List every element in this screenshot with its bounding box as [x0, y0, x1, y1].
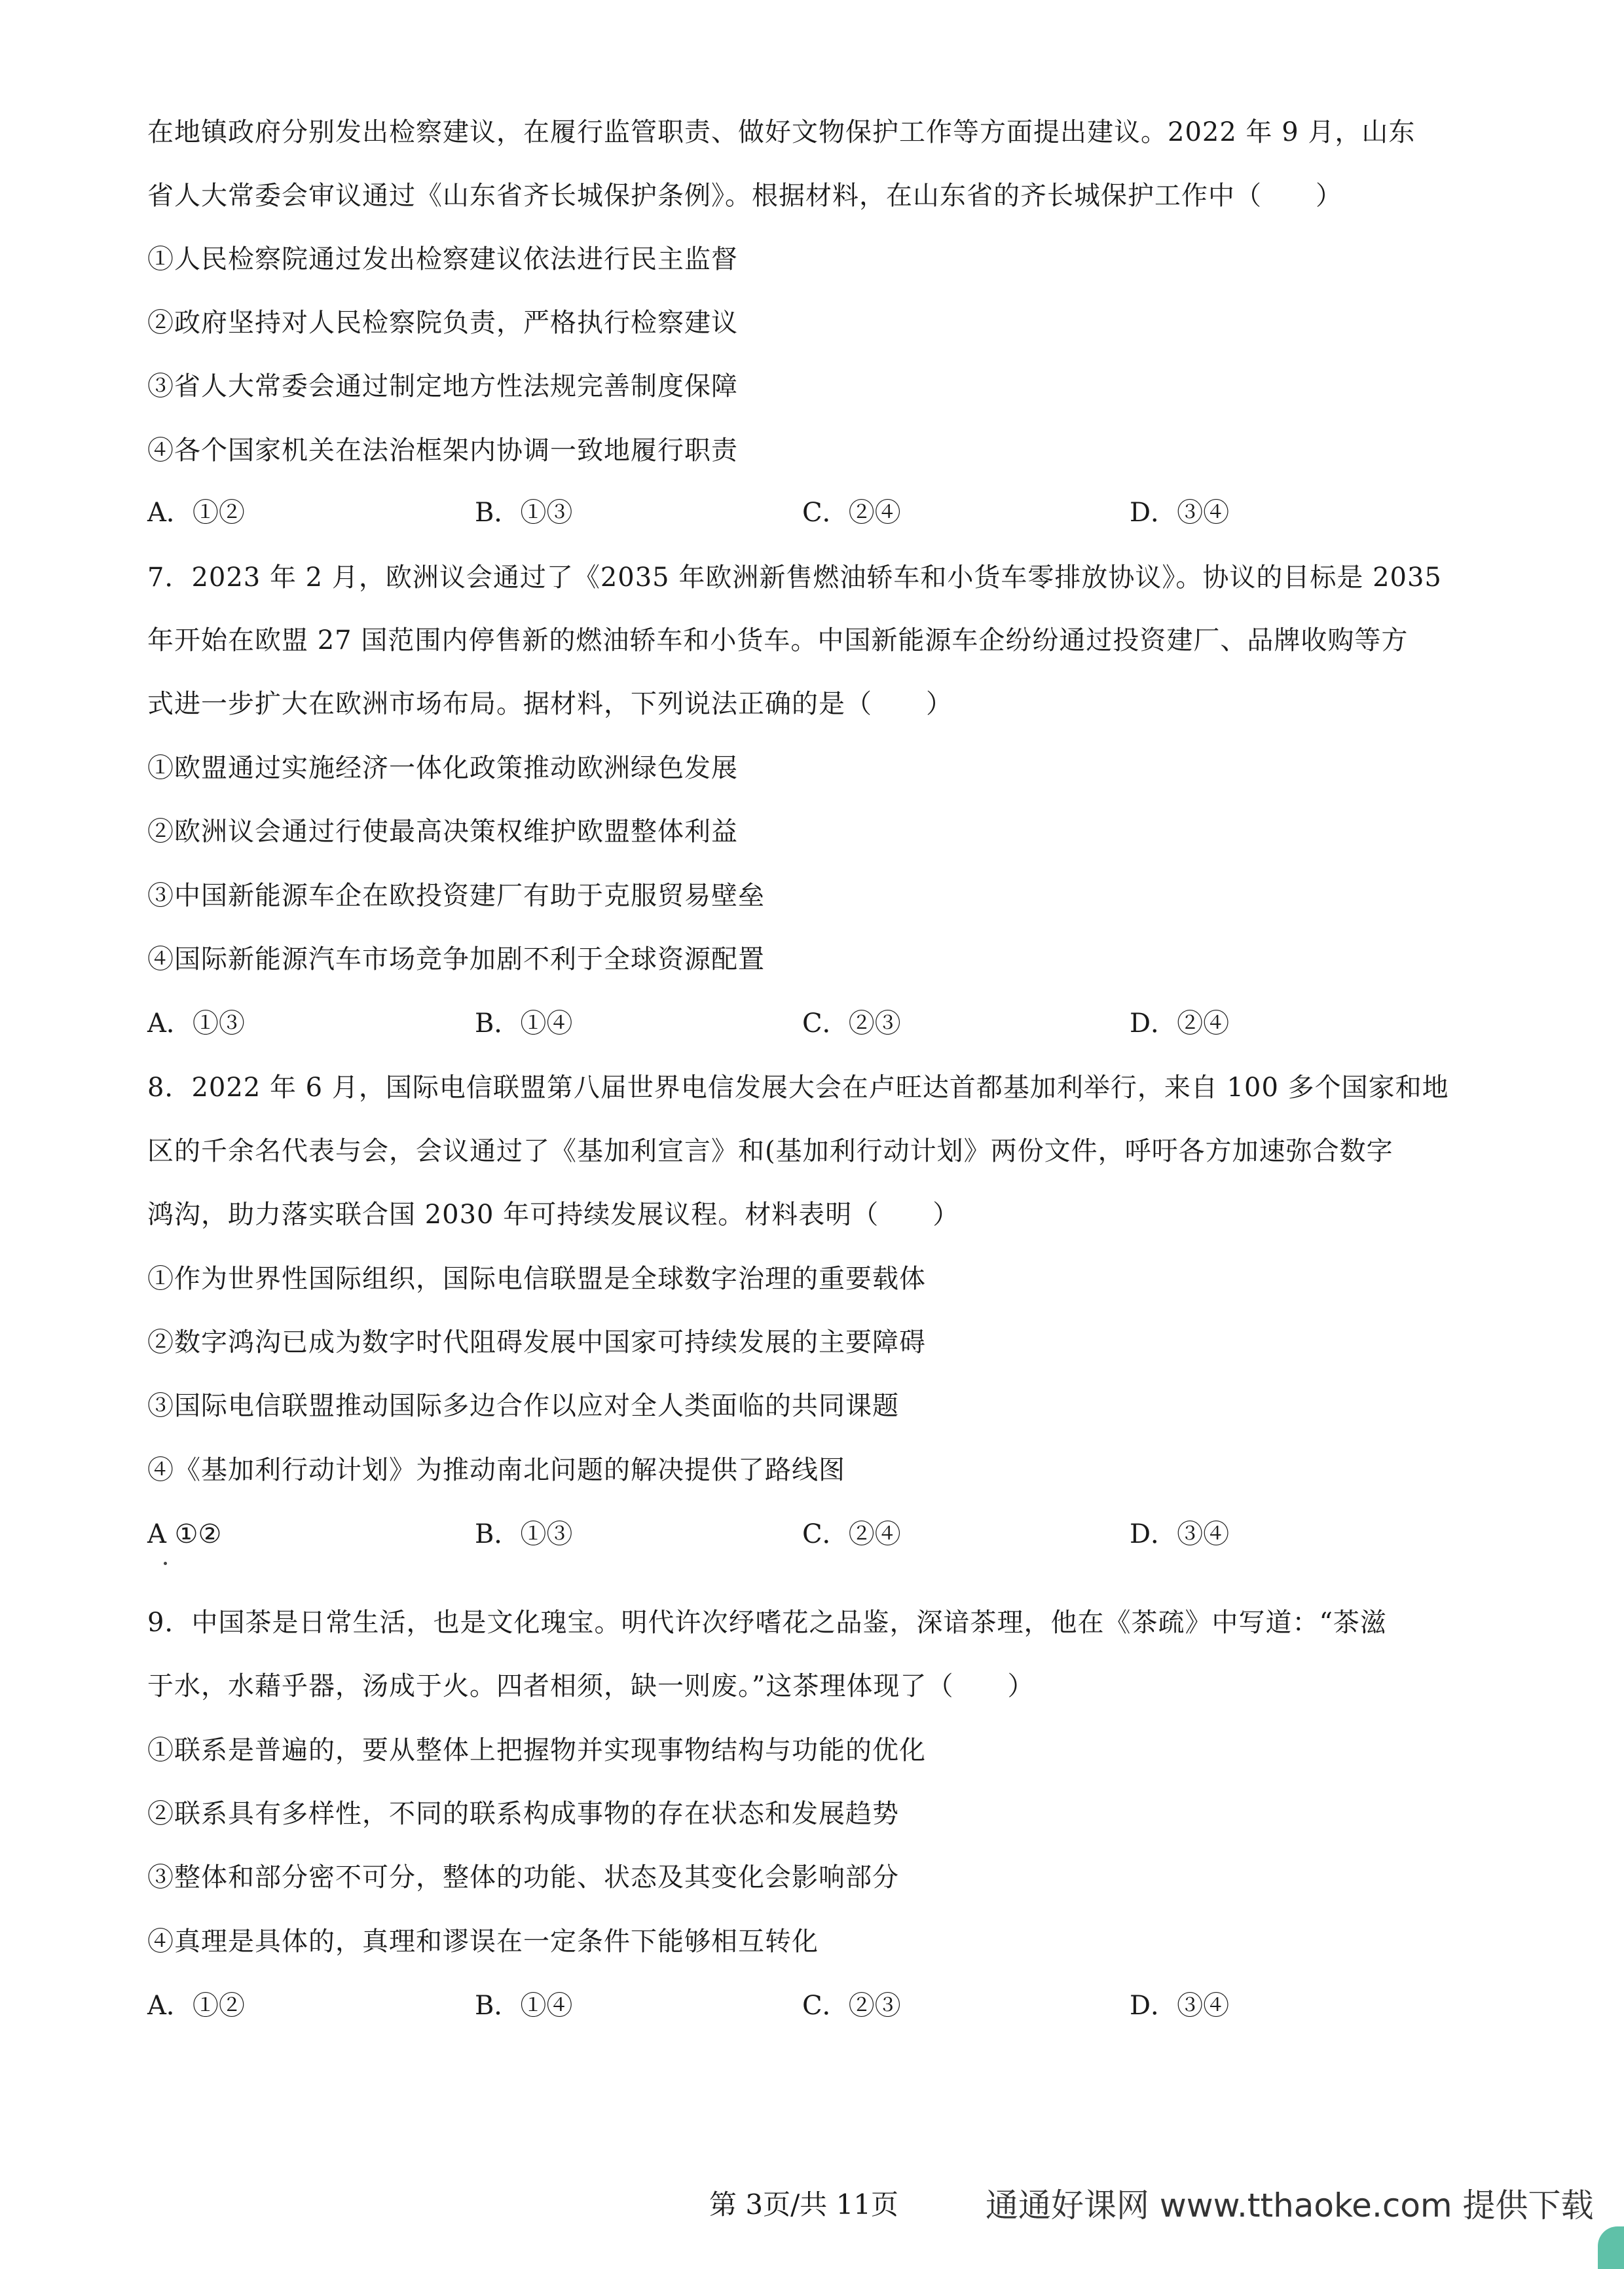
q9-option-c: C．②③: [802, 1991, 901, 2021]
q9-option-b: B．①④: [475, 1991, 573, 2021]
q9-statement-1: ①联系是普遍的，要从整体上把握物并实现事物结构与功能的优化: [147, 1735, 926, 1765]
q6-option-c: C．②④: [802, 498, 901, 528]
q7-option-b: B．①④: [475, 1008, 573, 1039]
q6-statement-2: ②政府坚持对人民检察院负责，严格执行检察建议: [147, 308, 738, 338]
page-number: 第 3页/共 11页: [709, 2188, 899, 2221]
scan-speck: [164, 1562, 167, 1565]
q6-option-b: B．①③: [475, 498, 573, 528]
q6-stem-line-1: 在地镇政府分别发出检察建议，在履行监管职责、做好文物保护工作等方面提出建议。2022 年 9 月，山东: [147, 117, 1416, 147]
q8-stem-line-3: 鸿沟，助力落实联合国 2030 年可持续发展议程。材料表明（ ）: [147, 1200, 960, 1230]
q9-statement-3: ③整体和部分密不可分，整体的功能、状态及其变化会影响部分: [147, 1862, 899, 1892]
q7-statement-3: ③中国新能源车企在欧投资建厂有助于克服贸易壁垒: [147, 881, 765, 911]
q8-statement-4: ④《基加利行动计划》为推动南北问题的解决提供了路线图: [147, 1455, 845, 1485]
q6-statement-1: ①人民检察院通过发出检察建议依法进行民主监督: [147, 244, 738, 274]
q7-statement-4: ④国际新能源汽车市场竞争加剧不利于全球资源配置: [147, 944, 765, 974]
q9-stem-line-1: 9．中国茶是日常生活，也是文化瑰宝。明代许次纾嗜花之品鉴，深谙茶理，他在《茶疏》中写道：“茶滋: [147, 1608, 1387, 1638]
q8-stem-line-1: 8．2022 年 6 月，国际电信联盟第八届世界电信发展大会在卢旺达首都基加利举行，来自 100 多个国家和地: [147, 1073, 1449, 1103]
watermark-text: 通通好课网 www.tthaoke.com 提供下载: [986, 2186, 1594, 2224]
corner-badge-icon: [1598, 2226, 1624, 2269]
q8-statement-1: ①作为世界性国际组织，国际电信联盟是全球数字治理的重要载体: [147, 1264, 926, 1294]
q8-stem-line-2: 区的千余名代表与会，会议通过了《基加利宣言》和(基加利行动计划》两份文件，呼吁各方加速弥合数字: [147, 1136, 1393, 1166]
q7-option-d: D．②④: [1130, 1008, 1230, 1039]
q8-option-c: C．②④: [802, 1519, 901, 1549]
q6-statement-4: ④各个国家机关在法治框架内协调一致地履行职责: [147, 435, 738, 466]
q6-statement-3: ③省人大常委会通过制定地方性法规完善制度保障: [147, 371, 738, 401]
q7-option-a: A．①③: [147, 1008, 245, 1039]
q9-statement-2: ②联系具有多样性，不同的联系构成事物的存在状态和发展趋势: [147, 1799, 899, 1829]
q8-statement-2: ②数字鸿沟已成为数字时代阻碍发展中国家可持续发展的主要障碍: [147, 1327, 926, 1357]
q7-statement-1: ①欧盟通过实施经济一体化政策推动欧洲绿色发展: [147, 753, 738, 783]
q6-stem-line-2: 省人大常委会审议通过《山东省齐长城保护条例》。根据材料，在山东省的齐长城保护工作中（ ）: [147, 181, 1342, 211]
q7-stem-line-1: 7．2023 年 2 月，欧洲议会通过了《2035 年欧洲新售燃油轿车和小货车零排放协议》。协议的目标是 2035: [147, 563, 1442, 593]
q8-option-d: D．③④: [1130, 1519, 1230, 1549]
q7-stem-line-3: 式进一步扩大在欧洲市场布局。据材料，下列说法正确的是（ ）: [147, 689, 953, 719]
q9-statement-4: ④真理是具体的，真理和谬误在一定条件下能够相互转化: [147, 1927, 819, 1957]
q7-statement-2: ②欧洲议会通过行使最高决策权维护欧盟整体利益: [147, 817, 738, 847]
q7-option-c: C．②③: [802, 1008, 901, 1039]
q7-stem-line-2: 年开始在欧盟 27 国范围内停售新的燃油轿车和小货车。中国新能源车企纷纷通过投资建厂、品牌收购等方: [147, 625, 1409, 655]
q6-option-d: D．③④: [1130, 498, 1230, 528]
q8-option-b: B．①③: [475, 1519, 573, 1549]
q9-option-d: D．③④: [1130, 1991, 1230, 2021]
q9-option-a: A．①②: [147, 1991, 245, 2021]
q9-stem-line-2: 于水，水藉乎器，汤成于火。四者相须，缺一则废。”这茶理体现了（ ）: [147, 1671, 1035, 1701]
q8-statement-3: ③国际电信联盟推动国际多边合作以应对全人类面临的共同课题: [147, 1391, 899, 1421]
q6-option-a: A．①②: [147, 498, 245, 528]
q8-option-a: A ①②: [147, 1519, 222, 1549]
